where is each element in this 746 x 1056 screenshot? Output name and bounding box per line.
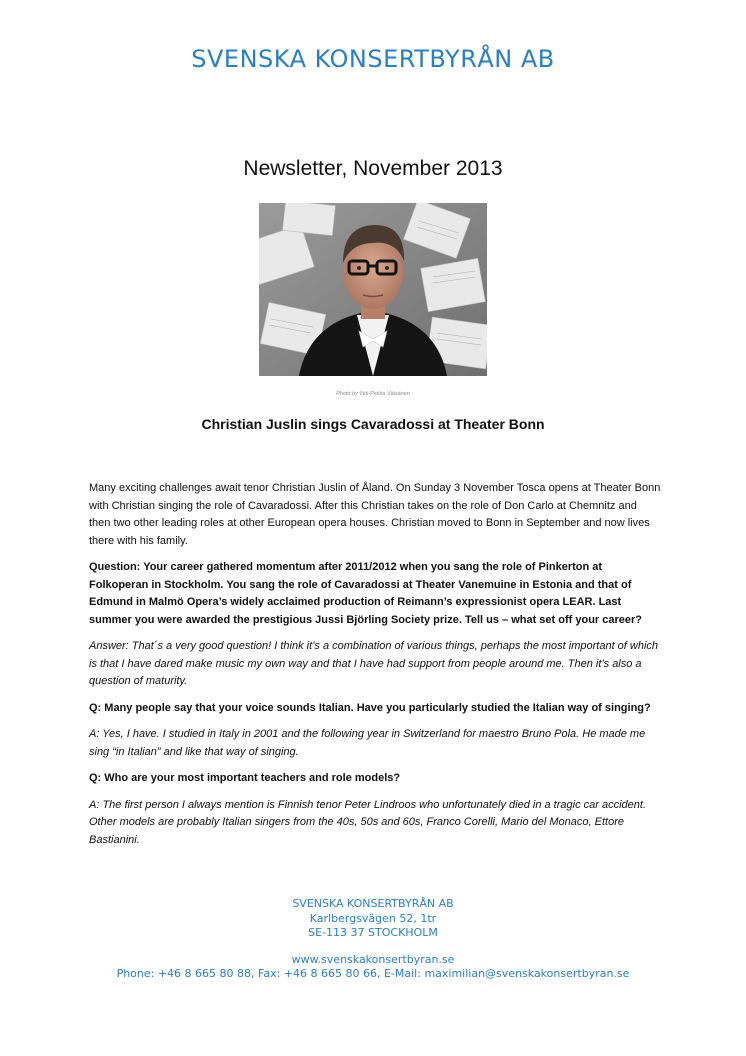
newsletter-title: Newsletter, November 2013 <box>243 157 503 180</box>
photo-credit: Photo by Veli-Pekka Väisänen <box>336 391 410 397</box>
footer-city: SE-113 37 STOCKHOLM <box>308 926 438 939</box>
company-header: SVENSKA KONSERTBYRÅN AB <box>191 45 555 73</box>
portrait-photo <box>259 203 487 376</box>
footer-spacer <box>0 941 746 953</box>
footer-contact[interactable]: Phone: +46 8 665 80 88, Fax: +46 8 665 80 66, E-Mail: maximilian@svenskakonsertbyran.se <box>116 967 630 980</box>
interview-question: Q: Many people say that your voice sounds Italian. Have you particularly studied the Italian way of singing? <box>89 701 651 714</box>
intro-paragraph: Many exciting challenges await tenor Christian Juslin of Åland. On Sunday 3 November Tosca opens at Theater Bonn with Christian singing the role of Cavaradossi. After this Christian takes on the role of Don Carlo at Chemnitz and then two other leading roles at other European opera houses. Christian moved to Bonn in September and now lives there with his family. <box>89 482 661 547</box>
portrait-illustration <box>259 203 487 376</box>
interview-answer: A: The first person I always mention is Finnish tenor Peter Lindroos who unfortunately died in a tragic car accident. Other models are probably Italian singers from the 40s, 50s and 60s, Franco Corelli, Mario del Monaco, Ettore Bastianini. <box>89 798 647 846</box>
footer-company: SVENSKA KONSERTBYRÅN AB <box>292 897 454 910</box>
footer-website-link[interactable]: www.svenskakonsertbyran.se <box>291 952 455 966</box>
interview-question: Q: Who are your most important teachers and role models? <box>89 772 401 784</box>
article-body <box>89 480 661 858</box>
footer <box>0 897 746 982</box>
article-headline: Christian Juslin sings Cavaradossi at Theater Bonn <box>201 416 545 432</box>
interview-question: Question: Your career gathered momentum after 2011/2012 when you sang the role of Pinkerton at Folkoperan in Stockholm. You sang the role of Cavaradossi at Theater Vanemuine in Estonia and that of Edmund in Malmö Opera’s widely acclaimed production of Reimann’s expressionist opera LEAR. Last summer you were awarded the prestigious Jussi Björling Society prize. Tell us – what set off your career? <box>89 561 643 626</box>
interview-answer: A: Yes, I have. I studied in Italy in 2001 and the following year in Switzerland for maestro Bruno Pola. He made me sing “in Italian” and like that way of singing. <box>89 728 646 758</box>
interview-answer: Answer: That´s a very good question! I think it’s a combination of various things, perhaps the most important of which is that I have dared make music my own way and that I have had support from people around me. Then it’s also a question of maturity. <box>89 640 659 687</box>
footer-street: Karlbergsvägen 52, 1tr <box>309 911 437 925</box>
